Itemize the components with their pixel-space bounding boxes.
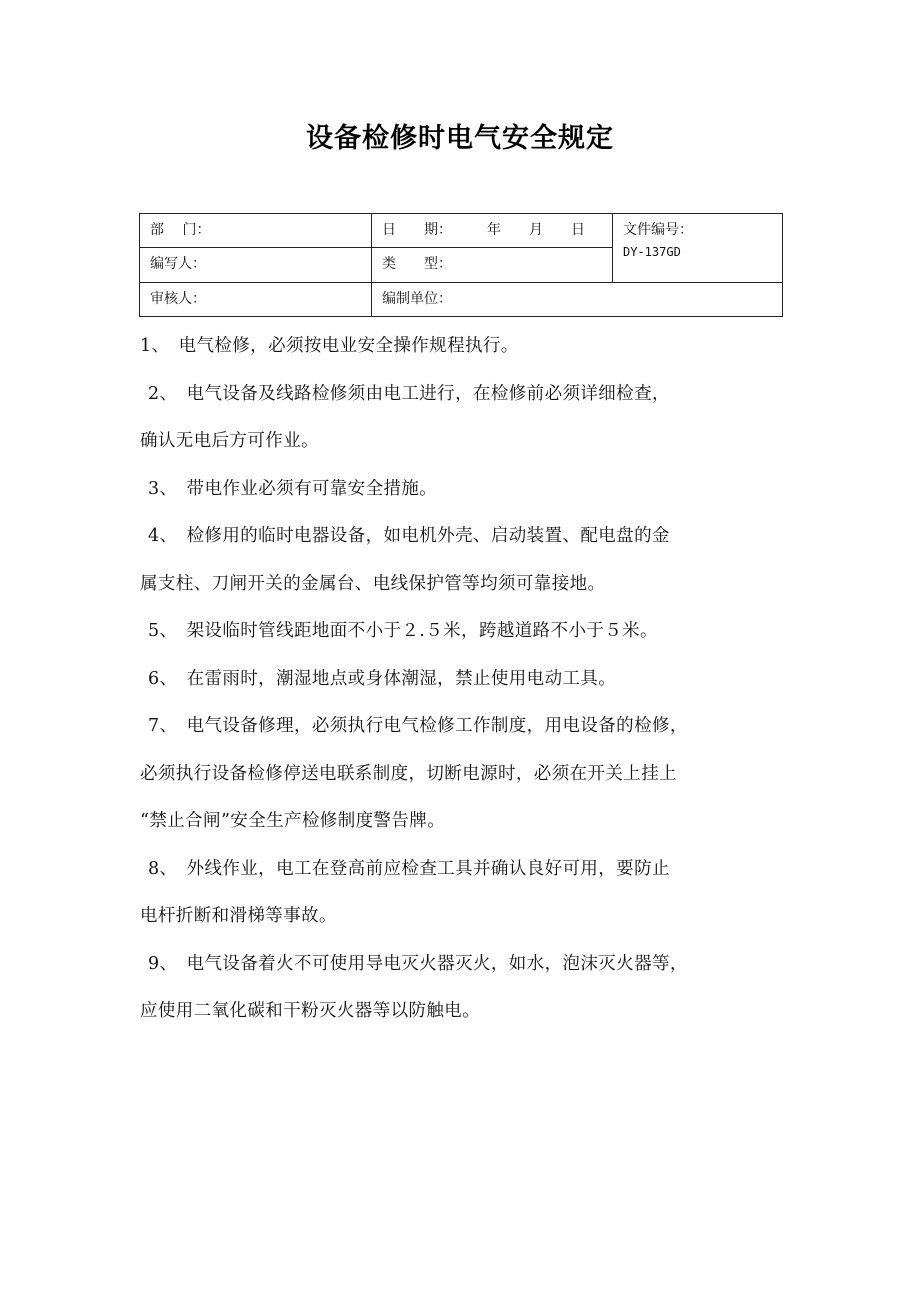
rule-2-continued: 确认无电后方可作业。 [140,431,319,451]
rule-7-continued: 必须执行设备检修停送电联系制度，切断电源时，必须在开关上挂上 [140,763,677,784]
author-cell: 编写人： [140,248,372,283]
rule-2: 2、 电气设备及线路检修须由电工进行，在检修前必须详细检查， [148,383,670,404]
rule-1: 1、 电气检修，必须按电业安全操作规程执行。 [140,336,519,356]
rule-9-continued: 应使用二氧化碳和干粉灭火器等以防触电。 [140,1001,481,1021]
rule-9: 9、 电气设备着火不可使用导电灭火器灭火，如水，泡沫灭火器等， [148,953,688,974]
rule-7: 7、 电气设备修理，必须执行电气检修工作制度，用电设备的检修， [148,716,688,736]
department-cell: 部 门： [140,214,372,248]
doc-number-label: 文件编号： [623,222,693,238]
rule-5: 5、 架设临时管线距地面不小于２.５米，跨越道路不小于５米。 [148,621,658,641]
type-cell: 类 型： [372,248,613,283]
document-info-table [139,213,783,317]
reviewer-cell: 审核人： [140,283,372,317]
rule-7-continued-2: “禁止合闸”安全生产检修制度警告牌。 [140,811,446,831]
doc-number-value: DY-137GD [623,245,681,259]
rule-4: 4、 检修用的临时电器设备，如电机外壳、启动装置、配电盘的金 [148,526,670,546]
page-title: 设备检修时电气安全规定 [306,123,614,154]
unit-cell: 编制单位： [372,283,783,317]
doc-number-cell [613,214,783,283]
rule-4-continued: 属支柱、刀闸开关的金属台、电线保护管等均须可靠接地。 [140,573,606,594]
rule-8-continued: 电杆折断和滑梯等事故。 [140,906,337,926]
rule-6: 6、 在雷雨时，潮湿地点或身体潮湿，禁止使用电动工具。 [148,668,617,689]
rule-8: 8、 外线作业，电工在登高前应检查工具并确认良好可用，要防止 [148,858,670,879]
date-cell: 日 期： 年 月 日 [372,214,613,248]
rules-body [140,323,790,1036]
rule-3: 3、 带电作业必须有可靠安全措施。 [148,478,438,499]
